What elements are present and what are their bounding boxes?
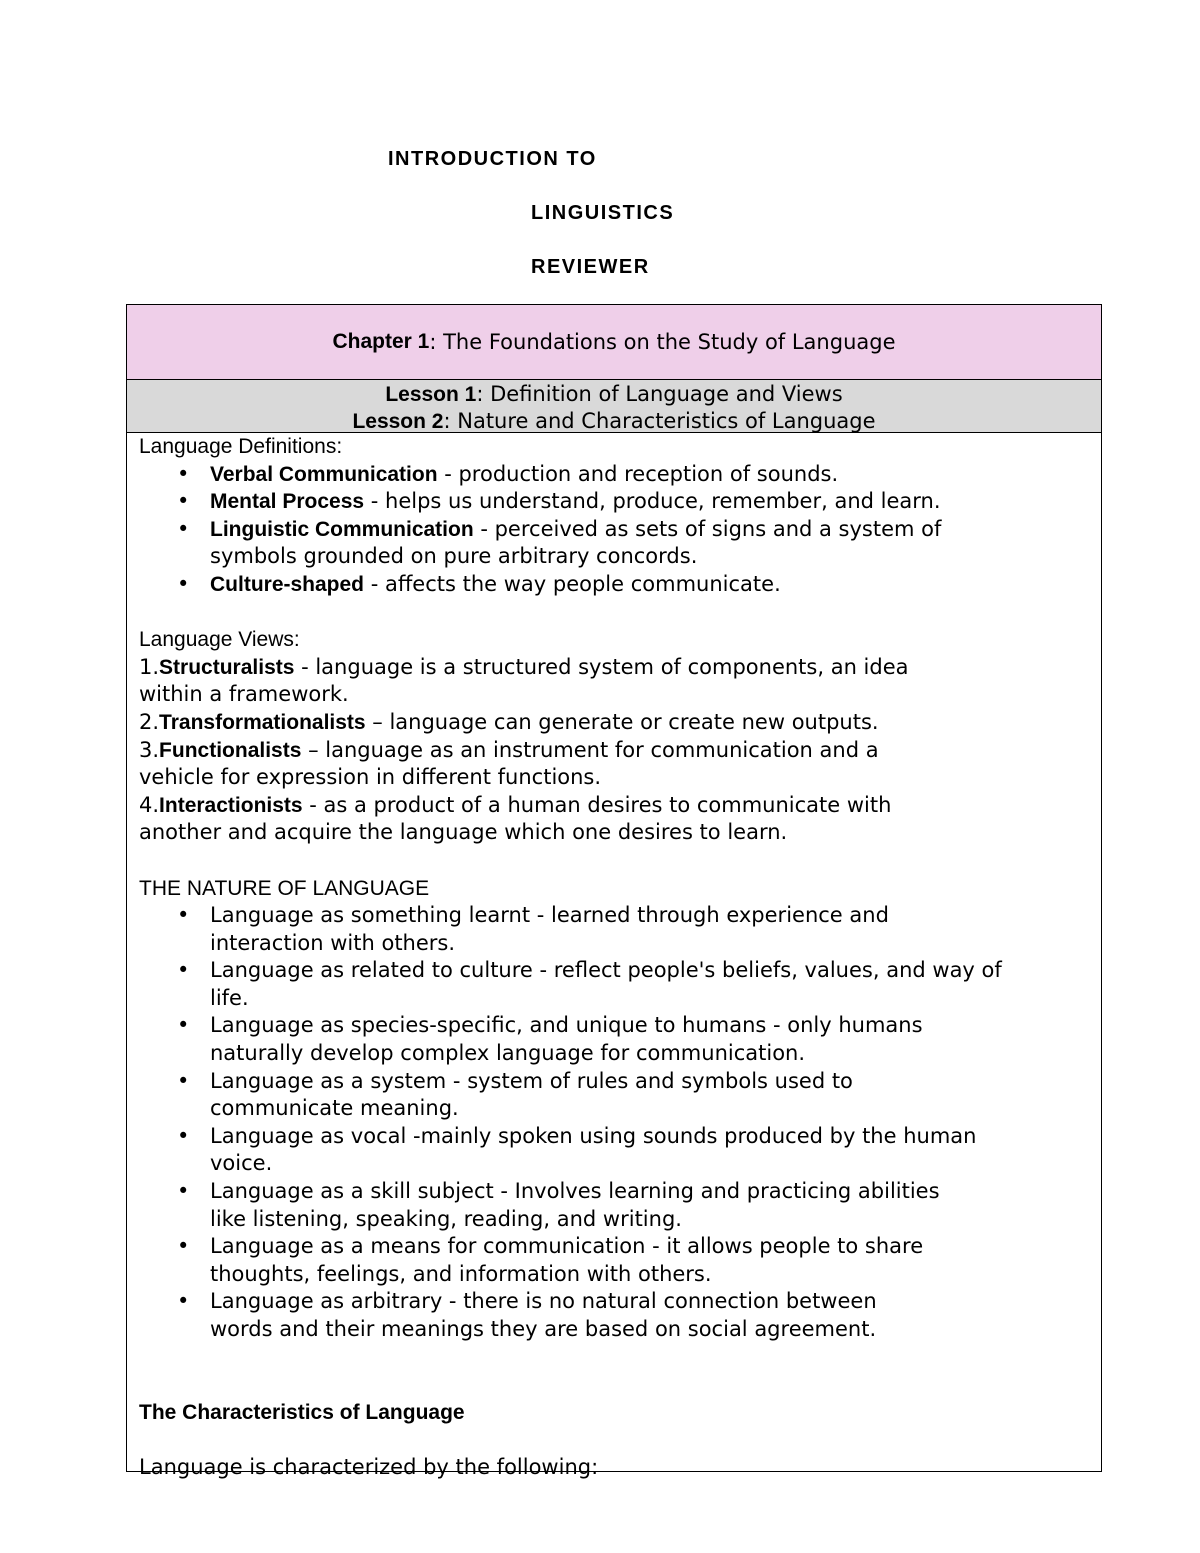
bullet-icon: • bbox=[177, 461, 190, 486]
list-item: 3.Functionalists – language as an instrument for communication and a vehicle for expression in different functions. bbox=[139, 737, 879, 790]
list-item: 1.Structuralists - language is a structured system of components, an idea within a framework. bbox=[139, 654, 909, 707]
list-item: • Language as something learnt - learned through experience and interaction with others. bbox=[177, 903, 889, 955]
chapter-title: : The Foundations on the Study of Language bbox=[429, 330, 896, 354]
lesson-2-title: : Nature and Characteristics of Language bbox=[443, 409, 876, 433]
bullet-icon: • bbox=[177, 1068, 190, 1093]
bullet-icon: • bbox=[177, 958, 190, 983]
lesson-2 bbox=[127, 408, 1101, 435]
views-heading: Language Views: bbox=[139, 628, 300, 652]
title-line-1: INTRODUCTION TO bbox=[388, 148, 597, 170]
list-item: • Verbal Communication - production and reception of sounds. bbox=[139, 461, 1101, 489]
bullet-icon: • bbox=[177, 1179, 190, 1204]
chapter-header bbox=[127, 305, 1101, 380]
bullet-icon: • bbox=[177, 1013, 190, 1038]
chapter-label: Chapter 1 bbox=[332, 330, 430, 353]
bullet-icon: • bbox=[177, 516, 190, 541]
list-item: • Language as a system - system of rules and symbols used to communicate meaning. bbox=[177, 1068, 853, 1121]
lesson-content bbox=[127, 433, 1101, 1482]
lesson-1 bbox=[127, 381, 1101, 408]
characteristics-intro: Language is characterized by the following: bbox=[139, 1454, 599, 1479]
bullet-icon: • bbox=[177, 1234, 190, 1259]
list-item: • Language as a means for communication - it allows people to share thoughts, feelings, and information with others. bbox=[177, 1234, 924, 1286]
list-item: • Language as arbitrary - there is no natural connection between words and their meanings they are based on social agreement. bbox=[177, 1289, 877, 1341]
bullet-icon: • bbox=[177, 1289, 190, 1314]
title-line-3: REVIEWER bbox=[531, 256, 650, 278]
definitions-list bbox=[139, 461, 1101, 599]
nature-list bbox=[139, 902, 1101, 1344]
nature-heading: THE NATURE OF LANGUAGE bbox=[139, 876, 430, 900]
lesson-2-label: Lesson 2 bbox=[352, 410, 444, 433]
list-item: 2.Transformationalists – language can generate or create new outputs. bbox=[139, 709, 879, 734]
characteristics-heading: The Characteristics of Language bbox=[139, 1400, 465, 1424]
bullet-icon: • bbox=[177, 489, 190, 514]
title-line-2: LINGUISTICS bbox=[531, 202, 675, 224]
definitions-heading: Language Definitions: bbox=[139, 435, 343, 458]
list-item: 4.Interactionists - as a product of a human desires to communicate with another and acquire the language which one desires to learn. bbox=[139, 792, 892, 845]
views-list bbox=[139, 654, 1101, 847]
list-item: • Language as a skill subject - Involves learning and practicing abilities like listening, speaking, reading, and writing. bbox=[177, 1179, 940, 1231]
bullet-icon: • bbox=[177, 1123, 190, 1148]
list-item: • Language as vocal -mainly spoken using sounds produced by the human voice. bbox=[177, 1123, 977, 1176]
lessons-header bbox=[127, 380, 1101, 433]
lesson-1-title: : Definition of Language and Views bbox=[476, 382, 843, 406]
list-item: • Language as species-specific, and unique to humans - only humans naturally develop complex language for communication. bbox=[177, 1013, 923, 1066]
bullet-icon: • bbox=[177, 903, 190, 928]
list-item: • Linguistic Communication - perceived as sets of signs and a system of symbols grounded on pure arbitrary concords. bbox=[177, 516, 942, 569]
list-item: • Culture-shaped - affects the way people communicate. bbox=[139, 571, 1101, 599]
list-item: • Mental Process - helps us understand, produce, remember, and learn. bbox=[139, 488, 1101, 516]
reviewer-table bbox=[126, 304, 1102, 1479]
bullet-icon: • bbox=[177, 571, 190, 596]
lesson-1-label: Lesson 1 bbox=[385, 383, 477, 406]
list-item: • Language as related to culture - reflect people's beliefs, values, and way of life. bbox=[177, 958, 1002, 1010]
